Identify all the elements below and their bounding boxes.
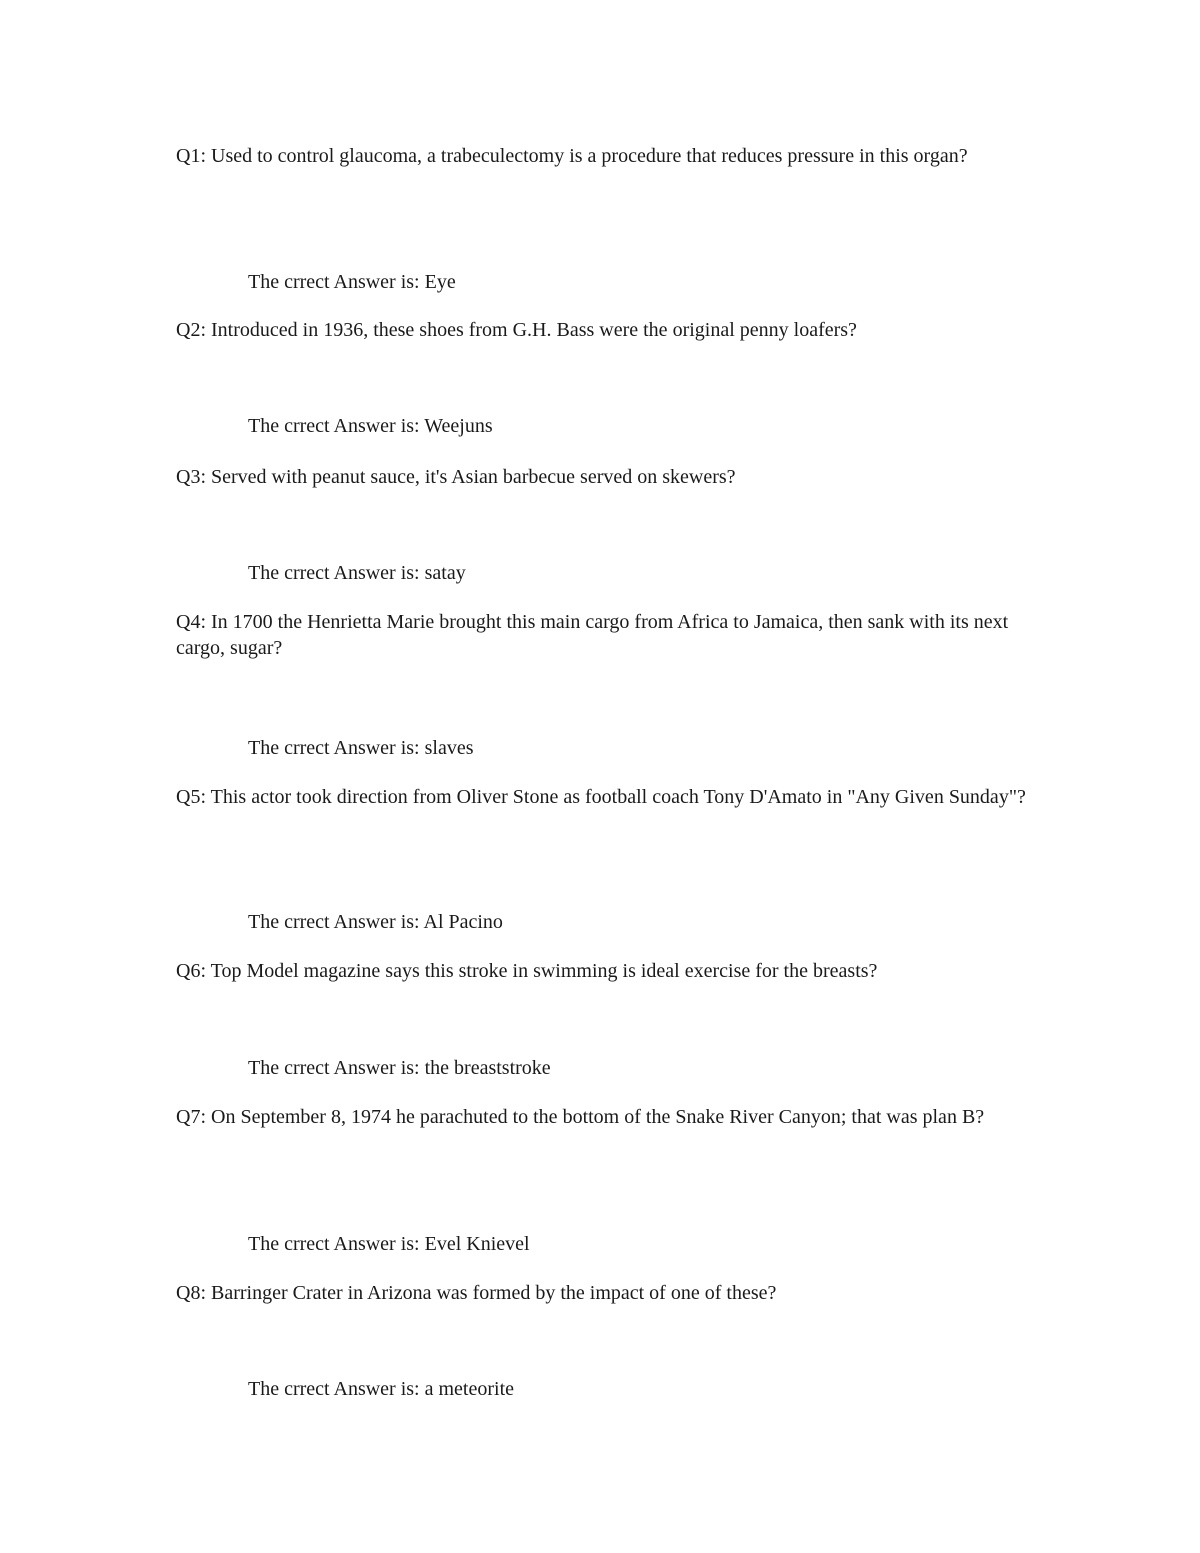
question-text: Q2: Introduced in 1936, these shoes from G.H. Bass were the original penny loafers? [176,319,857,341]
answer-text: The crrect Answer is: Eye [248,271,456,293]
qa-item-7 [176,1104,1036,1255]
answer-text: The crrect Answer is: Weejuns [248,415,493,437]
answer-text: The crrect Answer is: a meteorite [248,1378,514,1400]
qa-item-4 [176,609,1036,759]
qa-item-2 [176,317,1036,437]
answer-text: The crrect Answer is: satay [248,562,466,584]
answer-text: The crrect Answer is: the breaststroke [248,1057,551,1079]
qa-item-3 [176,464,1036,584]
question-text: Q4: In 1700 the Henrietta Marie brought this main cargo from Africa to Jamaica, then sank with its next cargo, sugar? [176,611,1009,659]
qa-item-8 [176,1280,1036,1400]
qa-item-5 [176,784,1036,933]
qa-item-6 [176,958,1036,1079]
question-text: Q5: This actor took direction from Oliver Stone as football coach Tony D'Amato in "Any Given Sunday"? [176,786,1026,808]
question-text: Q7: On September 8, 1974 he parachuted to the bottom of the Snake River Canyon; that was plan B? [176,1106,985,1128]
answer-text: The crrect Answer is: Evel Knievel [248,1233,530,1255]
answer-text: The crrect Answer is: slaves [248,737,474,759]
question-text: Q1: Used to control glaucoma, a trabeculectomy is a procedure that reduces pressure in this organ? [176,145,968,167]
question-text: Q6: Top Model magazine says this stroke in swimming is ideal exercise for the breasts? [176,960,878,982]
question-text: Q3: Served with peanut sauce, it's Asian barbecue served on skewers? [176,466,736,488]
qa-item-1 [176,143,1036,293]
question-text: Q8: Barringer Crater in Arizona was formed by the impact of one of these? [176,1282,777,1304]
answer-text: The crrect Answer is: Al Pacino [248,911,503,933]
